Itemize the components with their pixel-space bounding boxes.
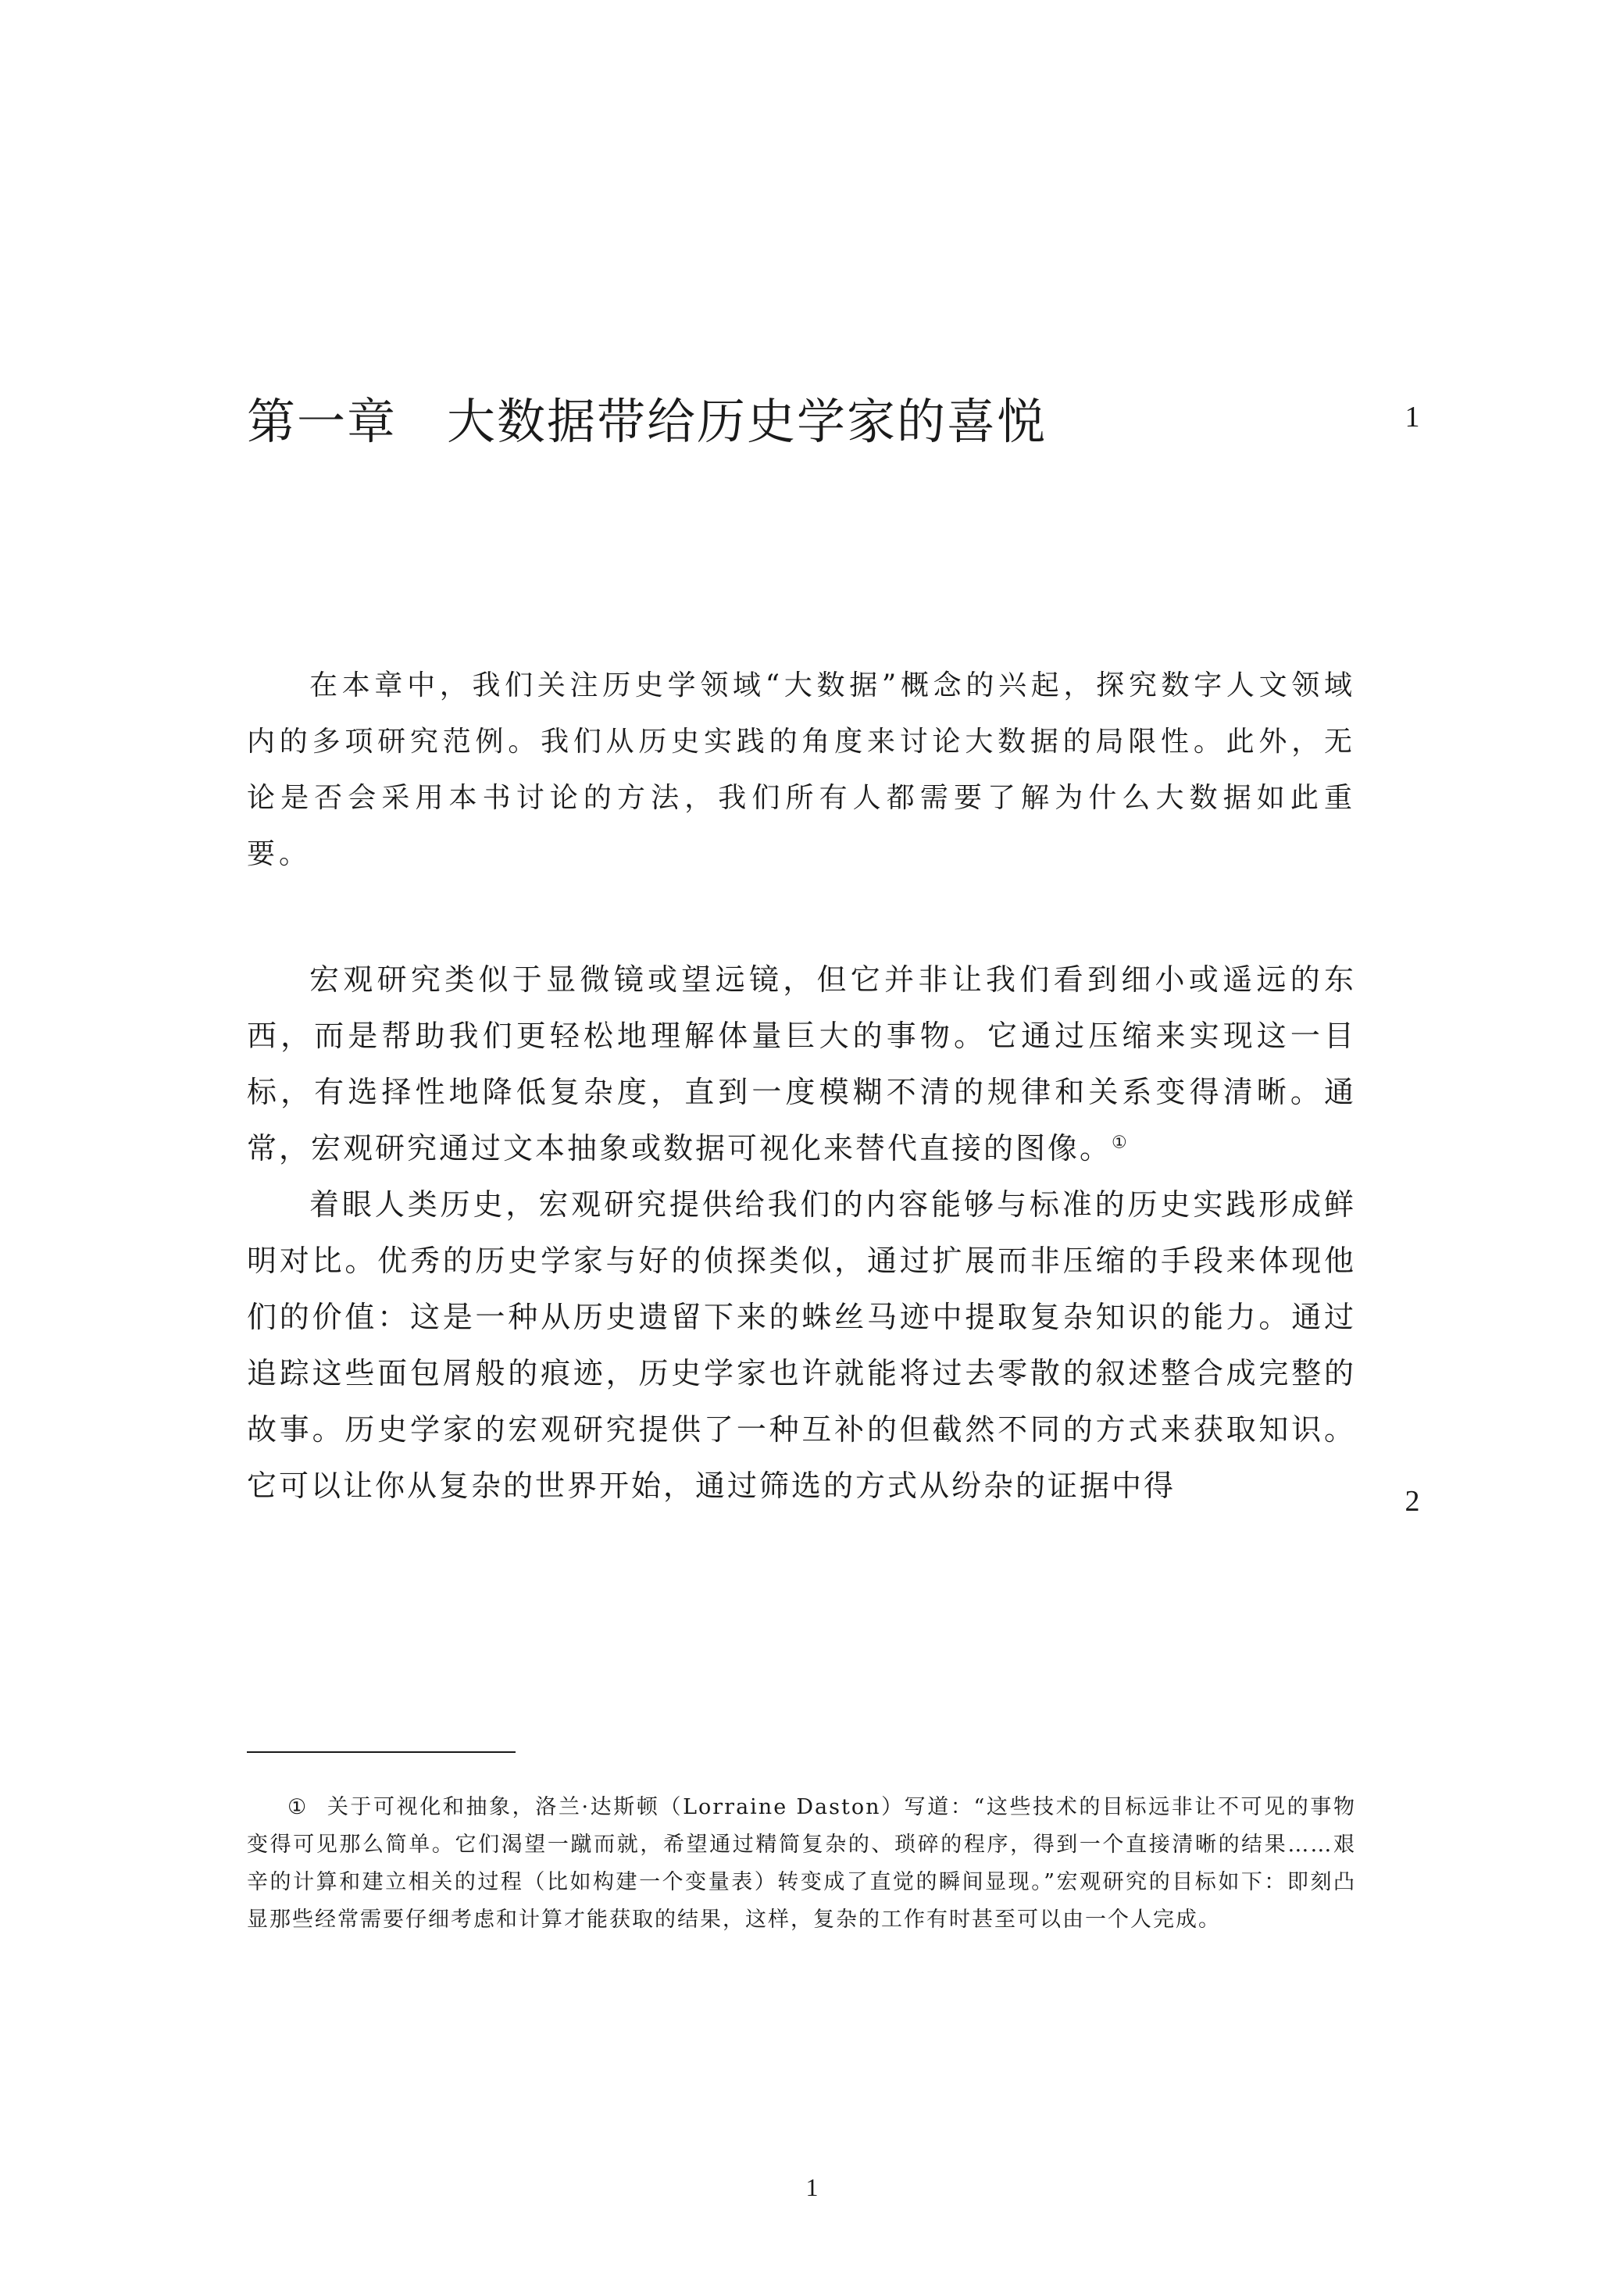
footnote-mark: ① — [287, 1795, 309, 1819]
margin-number-1: 1 — [1404, 401, 1420, 434]
chapter-title: 第一章 大数据带给历史学家的喜悦 — [247, 393, 1048, 450]
footnote-reference[interactable]: ① — [1112, 1133, 1127, 1153]
chapter-abstract: 在本章中，我们关注历史学领域“大数据”概念的兴起，探究数字人文领域内的多项研究范例。我们从历史实践的角度来讨论大数据的局限性。此外，无论是否会采用本书讨论的方法，我们所有人都需要了解为什么大数据如此重要。 — [247, 669, 1356, 870]
body-paragraph-2: 着眼人类历史，宏观研究提供给我们的内容能够与标准的历史实践形成鲜明对比。优秀的历史学家与好的侦探类似，通过扩展而非压缩的手段来体现他们的价值：这是一种从历史遗留下来的蛛丝马迹中提取复杂知识的能力。通过追踪这些面包屑般的痕迹，历史学家也许就能将过去零散的叙述整合成完整的故事。历史学家的宏观研究提供了一种互补的但截然不同的方式来获取知识。它可以让你从复杂的世界开始，通过筛选的方式从纷杂的证据中得 — [247, 1187, 1356, 1503]
footnote — [247, 1789, 1356, 1939]
body-paragraph-1 — [247, 951, 1356, 1176]
margin-number-2: 2 — [1404, 1485, 1420, 1518]
footnote-divider — [247, 1751, 516, 1753]
body-paragraph-1-text: 宏观研究类似于显微镜或望远镜，但它并非让我们看到细小或遥远的东西，而是帮助我们更轻松地理解体量巨大的事物。它通过压缩来实现这一目标，有选择性地降低复杂度，直到一度模糊不清的规律和关系变得清晰。通常，宏观研究通过文本抽象或数据可视化来替代直接的图像。 — [247, 962, 1356, 1165]
page-number: 1 — [805, 2173, 819, 2201]
footnote-text: 关于可视化和抽象，洛兰·达斯顿（Lorraine Daston）写道：“这些技术的目标远非让不可见的事物变得可见那么简单。它们渴望一蹴而就，希望通过精简复杂的、琐碎的程序，得到一个直接清晰的结果……艰辛的计算和建立相关的过程（比如构建一个变量表）转变成了直觉的瞬间显现。”宏观研究的目标如下：即刻凸显那些经常需要仔细考虑和计算才能获取的结果，这样，复杂的工作有时甚至可以由一个人完成。 — [247, 1795, 1356, 1932]
body-text — [247, 951, 1356, 1514]
